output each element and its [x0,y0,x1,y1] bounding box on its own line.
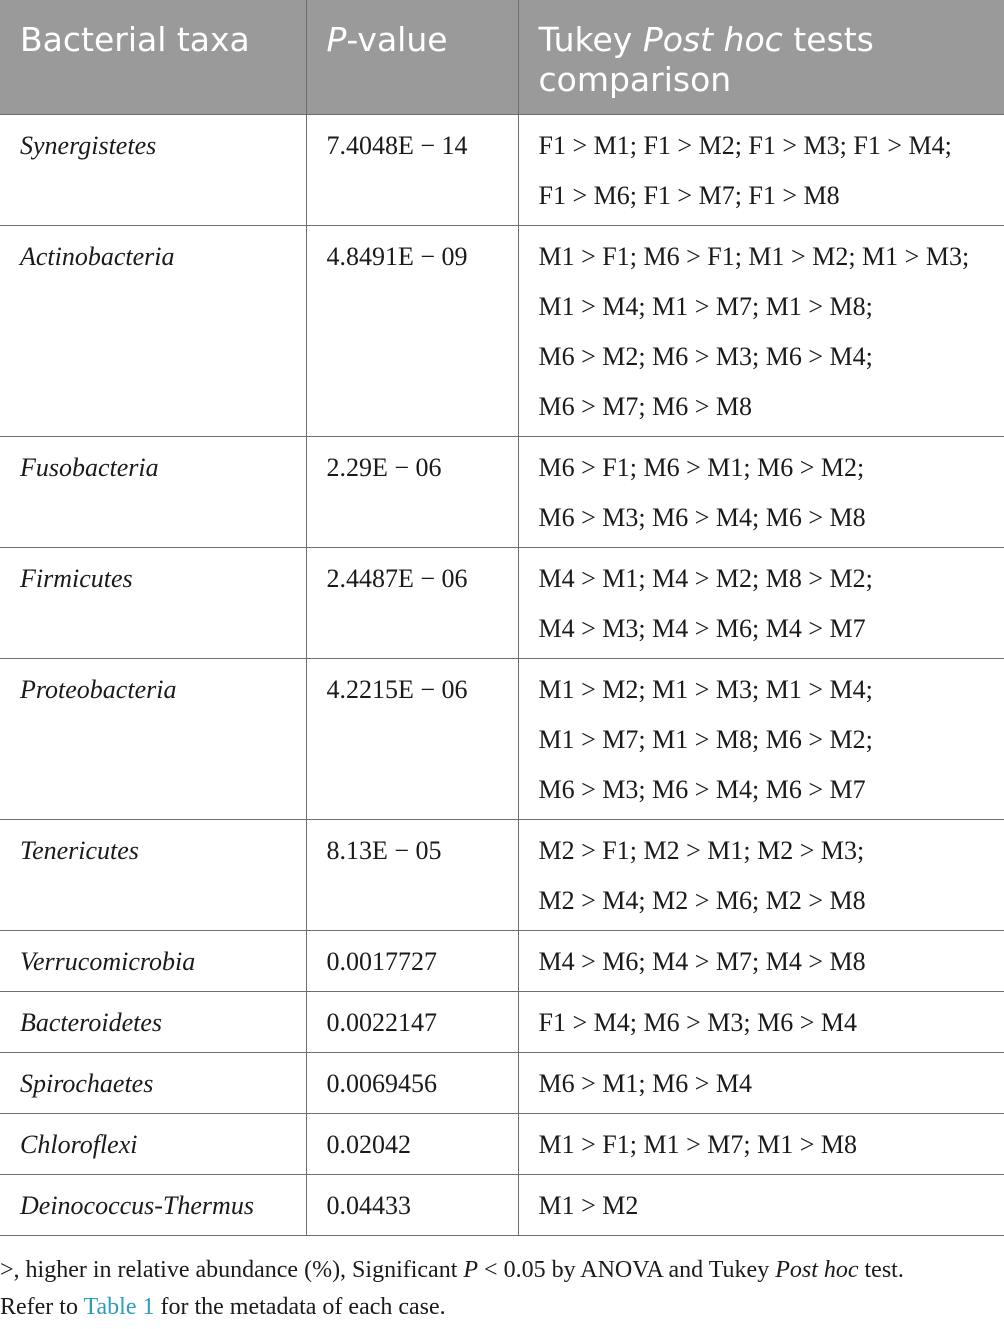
comparison-cell [518,1174,1004,1235]
table-body [0,114,1004,1235]
comparison-line: M1 > M2 [538,1190,639,1220]
header-tukey-comparison [518,0,1004,114]
p-value-cell: 7.4048E − 14 [306,114,518,225]
taxa-cell: Chloroflexi [0,1113,306,1174]
p-value-cell: 0.0017727 [306,930,518,991]
comparison-line: M4 > M6; M4 > M7; M4 > M8 [538,946,866,976]
comparison-line: M2 > M4; M2 > M6; M2 > M8 [538,885,866,915]
comparison-line: M6 > F1; M6 > M1; M6 > M2; [538,452,865,482]
taxa-cell: Bacteroidetes [0,991,306,1052]
comparison-line: M6 > M3; M6 > M4; M6 > M8 [538,502,866,532]
table-row [0,1174,1004,1235]
comparison-line: F1 > M6; F1 > M7; F1 > M8 [538,180,840,210]
taxa-cell: Fusobacteria [0,436,306,547]
footnote-text: >, higher in relative abundance (%), Significant [0,1257,464,1283]
comparison-cell [518,1113,1004,1174]
table-row [0,658,1004,819]
p-value-cell: 0.0022147 [306,991,518,1052]
header-p-value [306,0,518,114]
table-row [0,436,1004,547]
comparison-line: M4 > M3; M4 > M6; M4 > M7 [538,613,866,643]
table-row [0,930,1004,991]
p-value-cell: 0.0069456 [306,1052,518,1113]
comparison-cell [518,1052,1004,1113]
comparison-line: F1 > M1; F1 > M2; F1 > M3; F1 > M4; [538,130,952,160]
taxa-cell: Actinobacteria [0,225,306,436]
comparison-line: M6 > M2; M6 > M3; M6 > M4; [538,341,873,371]
comparison-line: F1 > M4; M6 > M3; M6 > M4 [538,1007,857,1037]
p-value-cell: 8.13E − 05 [306,819,518,930]
comparison-cell [518,547,1004,658]
footnote-text: for the metadata of each case. [154,1294,446,1320]
taxa-cell: Deinococcus-Thermus [0,1174,306,1235]
header-p-italic: P [326,20,347,59]
comparison-cell [518,114,1004,225]
table-row [0,819,1004,930]
header-tukey-pre: Tukey [538,20,643,59]
table-row [0,991,1004,1052]
table-row [0,1052,1004,1113]
table-footnote [0,1252,1004,1326]
comparison-line: M1 > M7; M1 > M8; M6 > M2; [538,724,873,754]
taxa-cell: Synergistetes [0,114,306,225]
footnote-line-1 [0,1252,1004,1289]
comparison-line: M6 > M3; M6 > M4; M6 > M7 [538,774,866,804]
header-tukey-line2: comparison [538,60,732,99]
table-1-link[interactable]: Table 1 [83,1294,155,1320]
comparison-line: M6 > M1; M6 > M4 [538,1068,753,1098]
comparison-cell [518,991,1004,1052]
p-value-cell: 4.8491E − 09 [306,225,518,436]
footnote-post-hoc-italic: Post hoc [775,1257,859,1283]
table-row [0,225,1004,436]
taxa-cell: Verrucomicrobia [0,930,306,991]
comparison-cell [518,930,1004,991]
header-row [0,0,1004,114]
comparison-line: M1 > F1; M6 > F1; M1 > M2; M1 > M3; [538,241,970,271]
p-value-cell: 0.04433 [306,1174,518,1235]
p-value-cell: 2.4487E − 06 [306,547,518,658]
comparison-cell [518,225,1004,436]
taxa-cell: Firmicutes [0,547,306,658]
comparison-line: M1 > M4; M1 > M7; M1 > M8; [538,291,873,321]
comparison-line: M1 > M2; M1 > M3; M1 > M4; [538,674,873,704]
comparison-cell [518,658,1004,819]
p-value-cell: 4.2215E − 06 [306,658,518,819]
comparison-cell [518,819,1004,930]
table-row [0,114,1004,225]
taxa-cell: Proteobacteria [0,658,306,819]
table-header [0,0,1004,114]
comparison-cell [518,436,1004,547]
table-row [0,1113,1004,1174]
footnote-p-italic: P [463,1257,479,1283]
header-tukey-post: tests [782,20,874,59]
header-bacterial-taxa-text: Bacterial taxa [20,20,250,59]
footnote-text: < 0.05 by ANOVA and Tukey [478,1257,776,1283]
footnote-text: test. [858,1257,904,1283]
comparison-line: M2 > F1; M2 > M1; M2 > M3; [538,835,865,865]
taxa-cell: Spirochaetes [0,1052,306,1113]
comparison-line: M6 > M7; M6 > M8 [538,391,753,421]
header-tukey-italic: Post hoc [642,20,783,59]
taxa-cell: Tenericutes [0,819,306,930]
p-value-cell: 0.02042 [306,1113,518,1174]
header-p-rest: -value [346,20,448,59]
p-value-cell: 2.29E − 06 [306,436,518,547]
footnote-line-2 [0,1289,1004,1326]
footnote-text: Refer to [0,1294,84,1320]
comparison-line: M1 > F1; M1 > M7; M1 > M8 [538,1129,857,1159]
header-bacterial-taxa [0,0,306,114]
comparison-line: M4 > M1; M4 > M2; M8 > M2; [538,563,873,593]
table-row [0,547,1004,658]
